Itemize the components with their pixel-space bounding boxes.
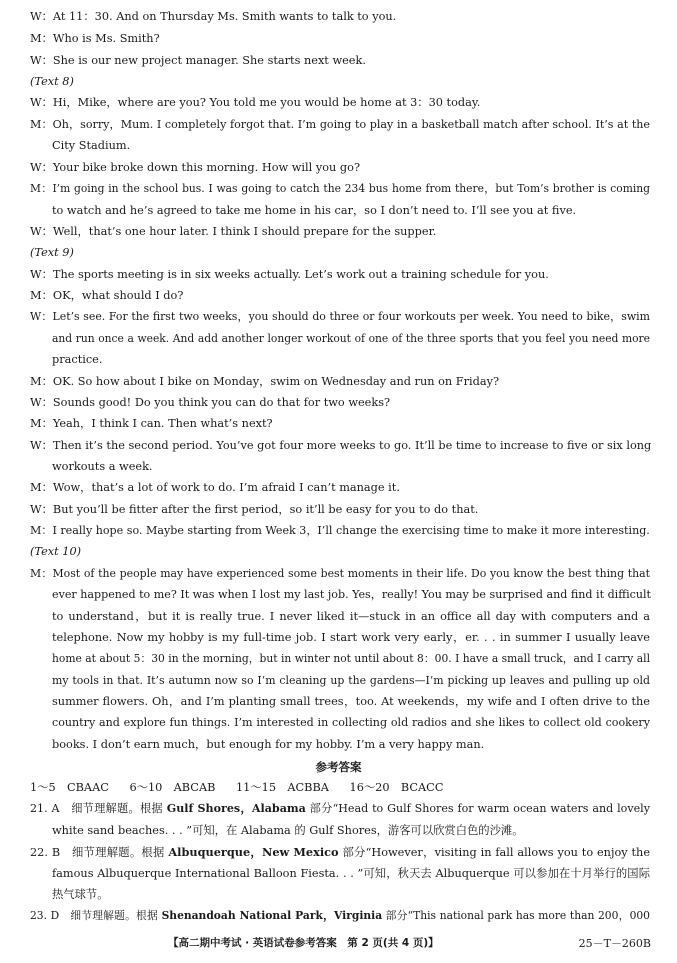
dialogue-line-cont: my tools in that. It’s autumn now so I’m cleaning up the gardens—I’m picking up leaves and pulling up old [52,674,650,687]
dialogue-line-cont: workouts a week. [52,460,153,473]
answer-group: 11～15 ACBBA [236,781,329,794]
explanation-21-cont: white sand beaches. . . ”可知，在 Alabama 的 Gulf Shores，游客可以欣赏白色的沙滩。 [52,824,524,837]
dialogue-line-cont: country and explore fun things. I’m interested in collecting old radios and she likes to collect old cookery [52,716,650,729]
explanation-22-cont: famous Albuquerque International Balloon Fiesta. . . ”可知，秋天去 Albuquerque 可以参加在十月举行的国际 [52,867,650,880]
dialogue-line-cont: ever happened to me? It was when I lost my last job. Yes，really! You may be surprised and find it difficult [52,588,652,601]
dialogue-line: W：But you’ll be fitter after the first period，so it’ll be easy for you to do that. [30,503,479,516]
dialogue-line-cont: home at about 5：30 in the morning，but in winter not until about 8：00. I have a small truck，and I carry all [52,652,650,665]
explanation-22-cont: 热气球节。 [52,888,109,901]
answer-group: 1～5 CBAAC [30,781,109,794]
explanation-prefix: 21. A 细节理解题。根据 [30,802,167,815]
explanation-23 [30,909,650,923]
dialogue-line-cont: telephone. Now my hobby is my full-time job. I start work very early，er. . . in summer I usually leave [52,631,650,644]
answer-key-row [30,781,455,795]
dialogue-line: W：She is our new project manager. She starts next week. [30,54,366,67]
dialogue-line: M：Yeah，I think I can. Then what’s next? [30,417,273,430]
dialogue-line: M：Oh，sorry，Mum. I completely forgot that. I’m going to play in a basketball match after school. It’s at the [30,118,650,131]
explanation-quote: 部分“However，visiting in fall allows you to enjoy the [338,846,651,859]
dialogue-line: M：I really hope so. Maybe starting from Week 3，I’ll change the exercising time to make it more interesting. [30,524,650,537]
answer-group: 6～10 ABCAB [129,781,216,794]
footer-title: 【高二期中考试 · 英语试卷参考答案 第 2 页(共 4 页)】 [168,937,439,949]
dialogue-line: W：Your bike broke down this morning. How will you go? [30,161,361,174]
explanation-22 [30,845,650,860]
dialogue-line-cont: summer flowers. Oh，and I’m planting small trees，too. At weekends，my wife and I often drive to the [52,695,650,708]
dialogue-line: W：The sports meeting is in six weeks actually. Let’s work out a training schedule for you. [30,268,549,281]
dialogue-line: M：OK. So how about I bike on Monday，swim on Wednesday and run on Friday? [30,375,500,388]
dialogue-line: M：Who is Ms. Smith? [30,32,160,45]
dialogue-line: W：Sounds good! Do you think you can do that for two weeks? [30,396,391,409]
dialogue-line: W：At 11：30. And on Thursday Ms. Smith wants to talk to you. [30,10,397,23]
dialogue-line: M：OK，what should I do? [30,289,184,302]
text-label: (Text 10) [30,545,82,558]
answer-group: 16～20 BCACC [349,781,444,794]
explanation-quote: 部分“This national park has more than 200，000 [382,909,650,922]
explanation-prefix: 23. D 细节理解题。根据 [30,909,162,922]
explanation-section-name: Albuquerque，New Mexico [168,845,339,859]
text-label: (Text 9) [30,246,74,259]
explanation-quote: 部分“Head to Gulf Shores for warm ocean waters and lovely [305,802,650,815]
dialogue-line-cont: City Stadium. [52,139,131,152]
dialogue-line: M：I’m going in the school bus. I was going to catch the 234 bus home from there，but Tom’s brother is coming [30,182,650,195]
explanation-21 [30,802,650,816]
dialogue-line: M：Most of the people may have experienced some best moments in their life. Do you know the best thing that [30,567,650,580]
dialogue-line-cont: and run once a week. And add another longer workout of one of the three sports that you feel you need more [52,332,650,345]
explanation-prefix: 22. B 细节理解题。根据 [30,846,169,859]
dialogue-line: W：Then it’s the second period. You’ve got four more weeks to go. It’ll be time to increase to five or six long [30,439,652,452]
explanation-section-name: Gulf Shores，Alabama [166,802,306,815]
text-label: (Text 8) [30,75,74,88]
dialogue-line-cont: books. I don’t earn much，but enough for my hobby. I’m a very happy man. [52,738,485,751]
dialogue-line: W：Let’s see. For the first two weeks，you should do three or four workouts per week. You need to bike，swim [30,310,650,323]
dialogue-line: W：Hi，Mike，where are you? You told me you would be home at 3：30 today. [30,96,481,109]
footer-code: 25－T－260B [578,937,651,950]
dialogue-line: W：Well，that’s one hour later. I think I should prepare for the supper. [30,225,437,238]
page-footer [0,935,677,951]
dialogue-line-cont: to watch and he’s agreed to take me home in his car，so I don’t need to. I’ll see you at five. [52,204,577,217]
dialogue-line-cont: to understand，but it is really true. I never liked it—stuck in an office all day with computers and a [52,610,650,623]
answer-section-title: 参考答案 [315,760,362,774]
explanation-section-name: Shenandoah National Park，Virginia [161,909,383,922]
dialogue-line-cont: practice. [52,353,103,366]
dialogue-line: M：Wow，that’s a lot of work to do. I’m afraid I can’t manage it. [30,481,400,494]
